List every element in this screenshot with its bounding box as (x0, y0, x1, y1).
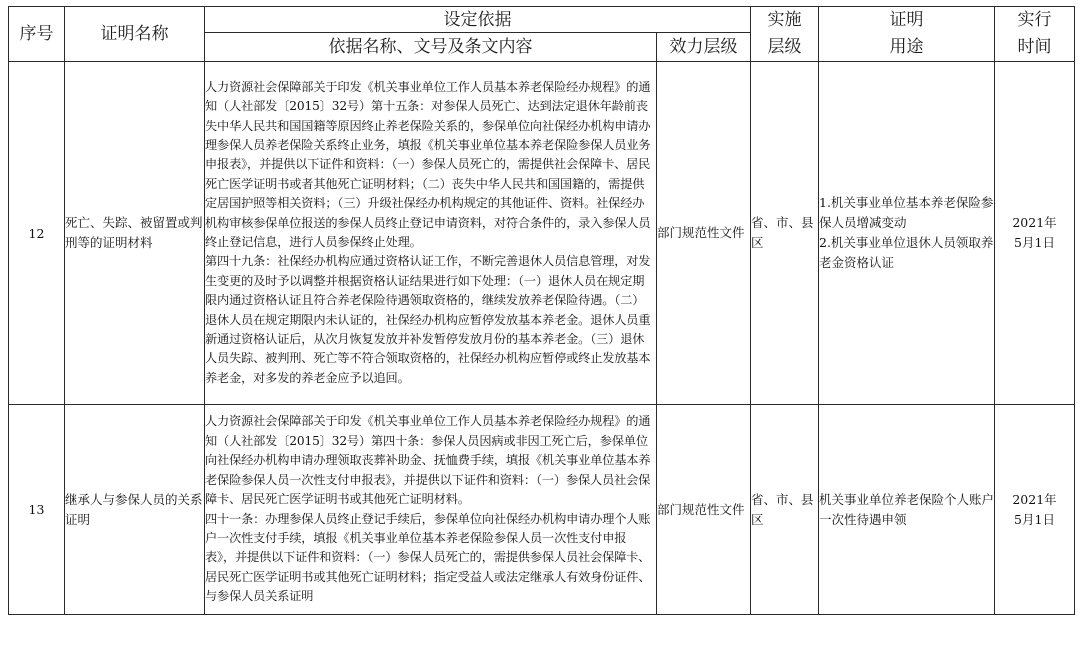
row-effect-level: 部门规范性文件 (657, 405, 751, 615)
row-date: 2021年 5月1日 (995, 405, 1075, 615)
row-date: 2021年 5月1日 (995, 62, 1075, 405)
header-date-line2: 时间 (1017, 37, 1052, 57)
row-basis-text: 人力资源社会保障部关于印发《机关事业单位工作人员基本养老保险经办规程》的通知（人社部发〔2015〕32号）第四十条：参保人员因病或非因工死亡后，参保单位向社保经办机构申请办理领取丧葬补助金、抚恤费手续，填报《机关事业单位基本养老保险参保人员一次性支付申报表》，并提供以下证件和资料：（一）参保人员社会保障卡、居民死亡医学证明书或其他死亡证明材料。 四十一条：办理参保人员终止登记手续后，参保单位向社保经办机构申请办理个人账户一次性支付手续，填报《机关事业单位基本养老保险参保人员一次性支付申报表》，并提供以下证件和资料：（一）参保人员死亡的，需提供参保人员社会保障卡、居民死亡医学证明书或其他死亡证明材料；指定受益人或法定继承人有效身份证件、与参保人员关系证明 (205, 405, 657, 615)
header-basis-content: 依据名称、文号及条文内容 (205, 33, 657, 62)
row-purpose: 1.机关事业单位基本养老保险参保人员增减变动 2.机关事业单位退休人员领取养老金资格认证 (819, 62, 995, 405)
table-row (9, 405, 1075, 615)
header-purpose (819, 7, 995, 62)
header-date-line1: 实行 (1017, 10, 1052, 30)
header-date (995, 7, 1075, 62)
row-impl-level: 省、市、县区 (751, 405, 819, 615)
row-impl-level: 省、市、县区 (751, 62, 819, 405)
table-row (9, 62, 1075, 405)
row-cert-name: 死亡、失踪、被留置或判刑等的证明材料 (65, 62, 205, 405)
header-impl-level-line1: 实施 (767, 10, 802, 30)
header-effect-level: 效力层级 (657, 33, 751, 62)
header-purpose-line1: 证明 (889, 10, 924, 30)
row-purpose: 机关事业单位养老保险个人账户一次性待遇申领 (819, 405, 995, 615)
header-row-1 (9, 7, 1075, 33)
row-seq: 12 (9, 62, 65, 405)
header-impl-level-line2: 层级 (767, 37, 802, 57)
row-cert-name: 继承人与参保人员的关系证明 (65, 405, 205, 615)
row-seq: 13 (9, 405, 65, 615)
row-effect-level: 部门规范性文件 (657, 62, 751, 405)
certification-table (8, 6, 1075, 615)
header-cert-name: 证明名称 (65, 7, 205, 62)
header-purpose-line2: 用途 (889, 37, 924, 57)
header-seq: 序号 (9, 7, 65, 62)
header-basis-group: 设定依据 (205, 7, 751, 33)
row-basis-text: 人力资源社会保障部关于印发《机关事业单位工作人员基本养老保险经办规程》的通知（人社部发〔2015〕32号）第十五条：对参保人员死亡、达到法定退休年龄前丧失中华人民共和国国籍等原因终止养老保险关系的，参保单位向社保经办机构申请办理参保人员养老保险关系终止业务，填报《机关事业单位基本养老保险参保人员业务申报表》，并提供以下证件和资料：（一）参保人员死亡的，需提供社会保障卡、居民死亡医学证明书或者其他死亡证明材料；（二）丧失中华人民共和国国籍的，需提供定居国护照等相关资料；（三）升级社保经办机构规定的其他证件、资料。社保经办机构审核参保单位报送的参保人员终止登记申请资料，对符合条件的，录入参保人员终止登记信息，进行人员参保终止处理。 第四十九条：社保经办机构应通过资格认证工作，不断完善退休人员信息管理，对发生变更的及时予以调整并根据资格认证结果进行如下处理：（一）退休人员在规定期限内通过资格认证且符合养老保险待遇领取资格的，继续发放养老保险待遇。（二）退休人员在规定期限内未认证的，社保经办机构应暂停发放基本养老金。退休人员重新通过资格认证后，从次月恢复发放并补发暂停发放月份的基本养老金。（三）退休人员失踪、被判刑、死亡等不符合领取资格的，社保经办机构应暂停或终止发放基本养老金，对多发的养老金应予以追回。 (205, 62, 657, 405)
header-impl-level (751, 7, 819, 62)
